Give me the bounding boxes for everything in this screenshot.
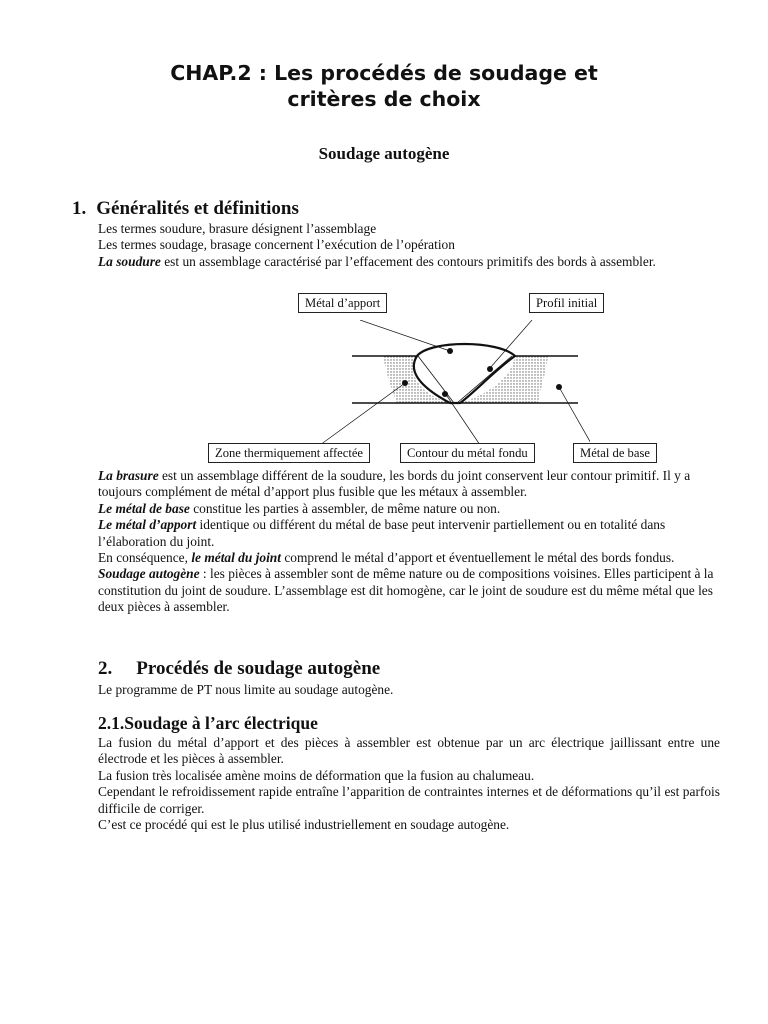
section21-p3: Cependant le refroidissement rapide entraîne l’apparition de contraintes internes et de déformations qu’il est parfois difficile de corriger. (98, 784, 720, 816)
section21-body (98, 735, 720, 833)
label-profil-initial: Profil initial (529, 293, 604, 313)
chapter-title-line2: critères de choix (287, 87, 481, 111)
section2-line1: Le programme de PT nous limite au soudage autogène. (98, 682, 394, 697)
section21-p1: La fusion du métal d’apport et des pièces à assembler est obtenue par un arc électrique jaillissant entre une électrode et les pièces à assembler. (98, 735, 720, 767)
brasure-text: est un assemblage différent de la soudure, les bords du joint conservent leur contour primitif. Il y a toujours complément de métal d’apport plus fusible que les métaux à assembler. (98, 468, 691, 500)
metal-apport-definition (98, 517, 720, 550)
metal-joint-definition (98, 550, 720, 566)
label-metal-base: Métal de base (573, 443, 657, 463)
subtitle: Soudage autogène (318, 144, 450, 163)
definitions-block (98, 468, 720, 616)
metal-base-term: Le métal de base (98, 500, 190, 516)
section21-p2: La fusion très localisée amène moins de déformation que la fusion au chalumeau. (98, 767, 535, 783)
brasure-definition (98, 468, 720, 501)
section2-heading (98, 658, 380, 680)
point-metal-base (556, 384, 562, 390)
section1-title: Généralités et définitions (96, 198, 299, 219)
section1-number: 1. (72, 198, 87, 219)
point-contour (442, 391, 448, 397)
point-zone (402, 380, 408, 386)
section2-intro (98, 682, 720, 698)
metal-base-text: constitue les parties à assembler, de même nature ou non. (189, 500, 501, 516)
intro-line1: Les termes soudure, brasure désignent l’assemblage (98, 221, 377, 236)
chapter-title-line1: CHAP.2 : Les procédés de soudage et (170, 61, 598, 85)
leader-metal-apport (360, 320, 450, 351)
autogene-definition (98, 566, 720, 615)
soudure-term: La soudure (98, 253, 161, 269)
label-zone-thermique: Zone thermiquement affectée (208, 443, 370, 463)
point-metal-apport (447, 348, 453, 354)
soudure-text: est un assemblage caractérisé par l’effacement des contours primitifs des bords à assembler. (160, 253, 656, 269)
section21-title: Soudage à l’arc électrique (124, 713, 318, 733)
brasure-term: La brasure (98, 468, 159, 483)
section2-title: Procédés de soudage autogène (136, 658, 381, 679)
metal-apport-term: Le métal d’apport (98, 517, 197, 533)
soudure-definition (98, 254, 720, 270)
leader-zone (320, 383, 405, 445)
point-profil-initial (487, 366, 493, 372)
autogene-text: : les pièces à assembler sont de même nature ou de compositions voisines. Elles participent à la constitution du joint de soudure. L’assemblage est dit homogène, car le joint de soudure est du même métal que les deux pièces à assembler. (98, 566, 714, 615)
label-metal-apport: Métal d’apport (298, 293, 387, 313)
weld-diagram (300, 320, 590, 450)
section21-p4: C’est ce procédé qui est le plus utilisé industriellement en soudage autogène. (98, 817, 510, 833)
section2-number: 2. (98, 658, 113, 679)
section21-number: 2.1. (98, 713, 125, 733)
label-contour-metal-fondu: Contour du métal fondu (400, 443, 535, 463)
consequence-text: comprend le métal d’apport et éventuellement le métal des bords fondus. (280, 550, 675, 566)
section1-intro (98, 221, 720, 270)
leader-metal-base (559, 387, 590, 445)
intro-line2: Les termes soudage, brasage concernent l’exécution de l’opération (98, 237, 455, 253)
autogene-term: Soudage autogène (98, 566, 200, 582)
section1-heading (72, 198, 299, 220)
consequence-prefix: En conséquence, (98, 550, 192, 566)
chapter-title (0, 60, 768, 112)
section21-heading (98, 713, 318, 734)
metal-apport-text: identique ou différent du métal de base peut intervenir partiellement ou en totalité dans l’élaboration du joint. (98, 517, 666, 549)
metal-base-definition (98, 501, 720, 517)
metal-joint-term: le métal du joint (191, 550, 281, 566)
